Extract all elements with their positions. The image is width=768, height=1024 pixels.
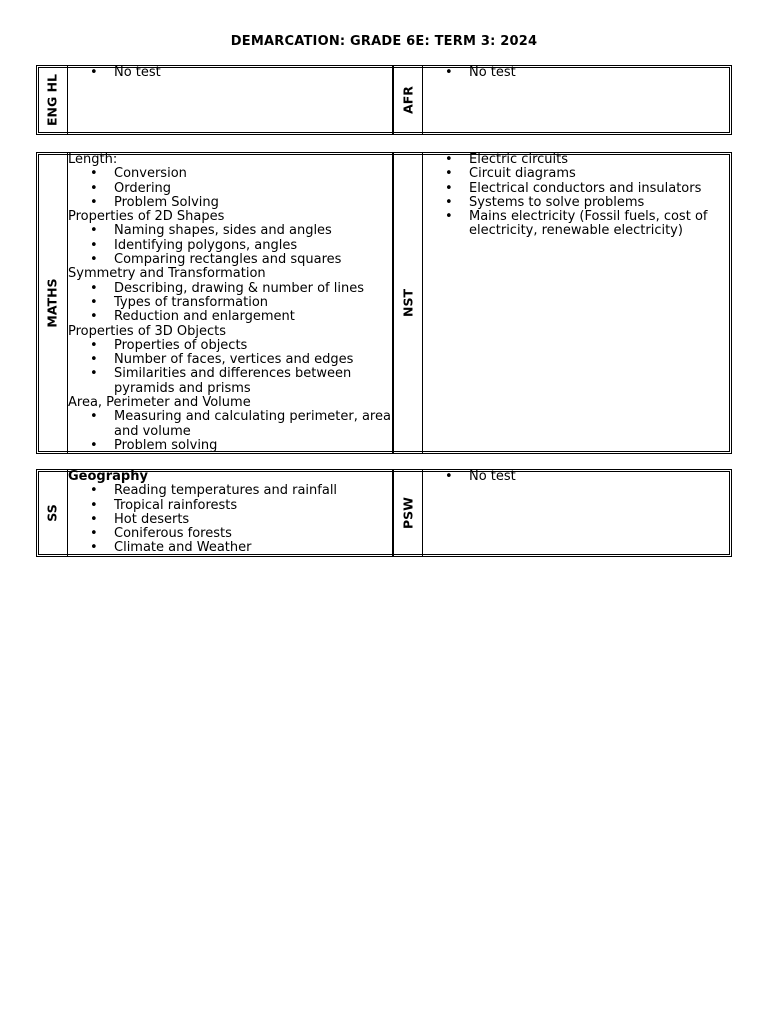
section-heading: Properties of 3D Objects	[68, 323, 227, 339]
subject-cell-afr	[392, 66, 423, 134]
section-heading: Symmetry and Transformation	[68, 266, 266, 282]
list-item: • No test	[469, 66, 731, 80]
psw-list	[423, 470, 731, 484]
maths-content	[68, 153, 392, 453]
list-item: • Properties of objects	[114, 339, 392, 353]
list-item: • Comparing rectangles and squares	[114, 253, 392, 267]
subject-cell-ss	[37, 470, 68, 556]
eng-content	[68, 66, 392, 134]
nst-content	[423, 153, 731, 453]
page-title: DEMARCATION: GRADE 6E: TERM 3: 2024	[230, 34, 538, 49]
list-item: • Ordering	[114, 182, 392, 196]
table-maths-nst	[36, 152, 732, 454]
list-item: • Electric circuits	[469, 153, 731, 167]
subject-label-afr: AFR	[400, 86, 416, 114]
subject-label-maths: MATHS	[44, 278, 60, 328]
afr-list	[423, 66, 731, 80]
psw-content	[423, 470, 731, 556]
section-heading: Area, Perimeter and Volume	[68, 395, 251, 411]
list-item: • Mains electricity (Fossil fuels, cost of electricity, renewable electricity)	[469, 210, 731, 239]
list-item: • Naming shapes, sides and angles	[114, 224, 392, 238]
afr-content	[423, 66, 731, 134]
list-item: • Problem solving	[114, 439, 392, 453]
subject-cell-maths	[37, 153, 68, 453]
list-item: • Tropical rainforests	[114, 499, 392, 513]
subject-cell-nst	[392, 153, 423, 453]
maths-list-area	[68, 410, 392, 453]
list-item: • Describing, drawing & number of lines	[114, 282, 392, 296]
list-item: • Electrical conductors and insulators	[469, 182, 731, 196]
subject-cell-eng	[37, 66, 68, 134]
list-item: • Reduction and enlargement	[114, 310, 392, 324]
eng-list	[68, 66, 392, 80]
list-item: • Coniferous forests	[114, 527, 392, 541]
nst-list	[423, 153, 731, 239]
section-heading: Properties of 2D Shapes	[68, 209, 225, 225]
maths-list-length	[68, 167, 392, 210]
table-ss-psw	[36, 469, 732, 557]
subject-label-psw: PSW	[400, 497, 416, 529]
ss-content	[68, 470, 392, 556]
list-item: • Identifying polygons, angles	[114, 239, 392, 253]
section-heading: Geography	[68, 469, 148, 484]
subject-cell-psw	[392, 470, 423, 556]
list-item: • No test	[114, 66, 392, 80]
list-item: • Problem Solving	[114, 196, 392, 210]
subject-label-eng: ENG HL	[44, 73, 60, 127]
maths-list-3d	[68, 339, 392, 396]
table-eng-afr	[36, 65, 732, 135]
list-item: • Climate and Weather	[114, 541, 392, 555]
list-item: • Hot deserts	[114, 513, 392, 527]
list-item: • Conversion	[114, 167, 392, 181]
subject-label-ss: SS	[44, 504, 60, 522]
list-item: • Measuring and calculating perimeter, area and volume	[114, 410, 392, 439]
subject-label-nst: NST	[400, 289, 416, 318]
maths-list-symmetry	[68, 282, 392, 325]
list-item: • Types of transformation	[114, 296, 392, 310]
list-item: • No test	[469, 470, 731, 484]
section-heading: Length:	[68, 152, 118, 167]
list-item: • Number of faces, vertices and edges	[114, 353, 392, 367]
list-item: • Circuit diagrams	[469, 167, 731, 181]
maths-list-2d	[68, 224, 392, 267]
list-item: • Similarities and differences between pyramids and prisms	[114, 367, 392, 396]
list-item: • Reading temperatures and rainfall	[114, 484, 392, 498]
list-item: • Systems to solve problems	[469, 196, 731, 210]
ss-list	[68, 484, 392, 555]
